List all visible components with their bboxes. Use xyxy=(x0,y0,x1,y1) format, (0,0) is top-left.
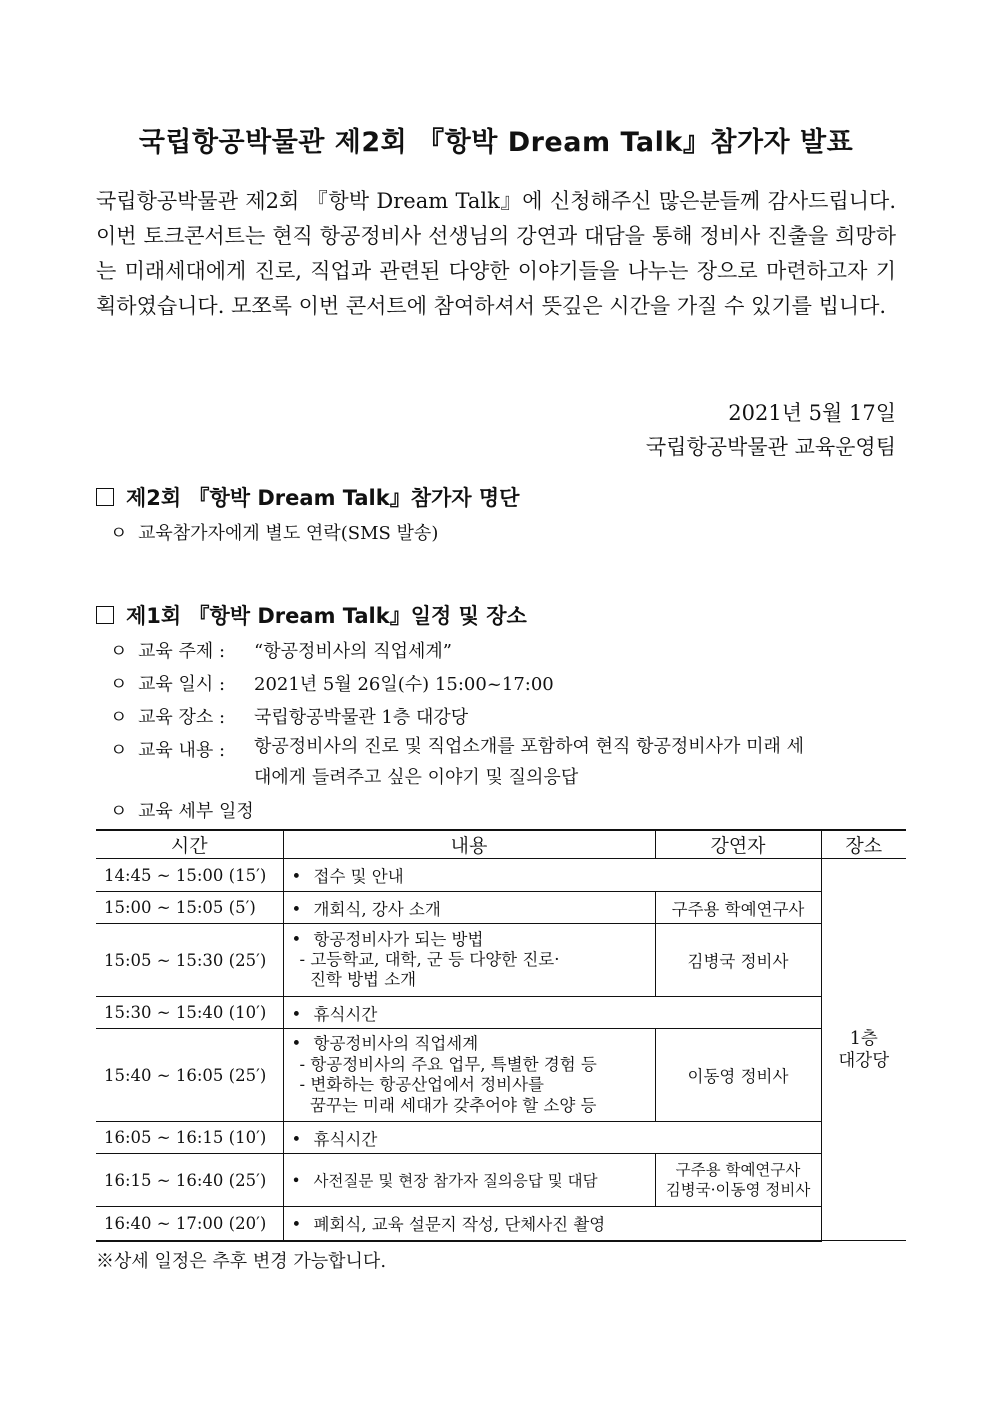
bullet-dot-icon: • xyxy=(291,1034,302,1053)
table-row xyxy=(96,859,906,892)
table-row xyxy=(96,997,906,1029)
content-cell xyxy=(283,1207,821,1241)
intro-paragraph: 국립항공박물관 제2회 『항박 Dream Talk』에 신청해주신 많은분들께 감사드립니다. 이번 토크콘서트는 현직 항공정비사 선생님의 강연과 대담을 통해 정비사 진출을 희망하는 미래세대에게 진로, 직업과 관련된 다양한 이야기들을 나누는 장으로 마련하고자 기획하였습니다. 모쪼록 이번 콘서트에 참여하셔서 뜻깊은 시간을 가질 수 있기를 빕니다. xyxy=(96,189,896,318)
content-cell xyxy=(283,997,821,1029)
content-text: 접수 및 안내 xyxy=(313,867,404,886)
info-key: 교육 장소 : xyxy=(138,707,226,728)
section-heading-text: 제1회 『항박 Dream Talk』일정 및 장소 xyxy=(126,604,527,628)
info-value: 2021년 5월 26일(수) 15:00~17:00 xyxy=(254,674,554,695)
section-heading-schedule xyxy=(96,600,527,630)
content-subline: - 고등학교, 대학, 군 등 다양한 진로· xyxy=(299,950,560,969)
info-key: 교육 일시 : xyxy=(138,674,226,695)
time-cell: 14:45 ~ 15:00 (15′) xyxy=(96,859,283,892)
bullet-dot-icon: • xyxy=(291,1172,301,1190)
checkbox-square-icon xyxy=(96,606,114,624)
time-cell: 15:00 ~ 15:05 (5′) xyxy=(96,892,283,924)
table-row xyxy=(96,892,906,924)
info-item-location xyxy=(110,703,468,729)
info-key: 교육 주제 : xyxy=(138,641,226,662)
place-cell xyxy=(821,859,906,1241)
time-cell: 15:05 ~ 15:30 (25′) xyxy=(96,924,283,997)
time-cell: 16:05 ~ 16:15 (10′) xyxy=(96,1122,283,1154)
bullet-dot-icon: • xyxy=(291,1215,302,1235)
speaker-line-2: 김병국·이동영 정비사 xyxy=(665,1181,811,1199)
announcement-date: 2021년 5월 17일 xyxy=(728,401,896,425)
speaker-cell: 이동영 정비사 xyxy=(655,1029,821,1122)
info-value: “항공정비사의 직업세계” xyxy=(254,641,453,662)
content-cell xyxy=(283,1029,655,1122)
content-subline: 진학 방법 소개 xyxy=(299,970,417,989)
content-text: 폐회식, 교육 설문지 작성, 단체사진 촬영 xyxy=(313,1215,606,1235)
circle-bullet-icon: ㅇ xyxy=(110,523,128,544)
content-text: 사전질문 및 현장 참가자 질의응답 및 대담 xyxy=(313,1172,598,1190)
content-text: 항공정비사의 직업세계 xyxy=(313,1034,479,1053)
info-item-datetime xyxy=(110,670,554,696)
time-cell: 16:40 ~ 17:00 (20′) xyxy=(96,1207,283,1241)
info-value-continued: 대에게 들려주고 싶은 이야기 및 질의응답 xyxy=(254,767,579,788)
bullet-dot-icon: • xyxy=(291,1004,302,1024)
table-row xyxy=(96,1122,906,1154)
info-value: 국립항공박물관 1층 대강당 xyxy=(254,707,469,728)
content-text: 휴식시간 xyxy=(313,1129,378,1149)
content-subline: 꿈꾸는 미래 세대가 갖추어야 할 소양 등 xyxy=(299,1095,597,1115)
info-item-content xyxy=(110,736,904,793)
time-cell: 15:30 ~ 15:40 (10′) xyxy=(96,997,283,1029)
info-item-topic xyxy=(110,637,452,663)
content-cell xyxy=(283,859,821,892)
circle-bullet-icon: ㅇ xyxy=(110,801,128,822)
circle-bullet-icon: ㅇ xyxy=(110,740,128,761)
speaker-line-1: 구주용 학예연구사 xyxy=(675,1161,801,1179)
issuing-team: 국립항공박물관 교육운영팀 xyxy=(645,435,896,459)
time-cell: 16:15 ~ 16:40 (25′) xyxy=(96,1154,283,1207)
section-heading-participants xyxy=(96,482,519,512)
bullet-dot-icon: • xyxy=(291,1129,302,1149)
checkbox-square-icon xyxy=(96,488,114,506)
column-header-place: 장소 xyxy=(821,830,906,859)
place-line-1: 1층 xyxy=(849,1028,878,1049)
content-text: 항공정비사가 되는 방법 xyxy=(313,930,484,949)
content-subline: - 항공정비사의 주요 업무, 특별한 경험 등 xyxy=(299,1054,597,1074)
column-header-time: 시간 xyxy=(96,830,283,859)
info-key: 교육 세부 일정 xyxy=(138,801,254,822)
content-text: 개회식, 강사 소개 xyxy=(313,899,441,919)
speaker-cell: 구주용 학예연구사 xyxy=(655,892,821,924)
time-cell: 15:40 ~ 16:05 (25′) xyxy=(96,1029,283,1122)
participants-notice xyxy=(110,519,438,545)
content-cell xyxy=(283,1154,655,1207)
info-key: 교육 내용 : xyxy=(138,740,226,761)
table-row xyxy=(96,1029,906,1122)
section-heading-text: 제2회 『항박 Dream Talk』참가자 명단 xyxy=(126,486,520,510)
table-row xyxy=(96,924,906,997)
page-title: 국립항공박물관 제2회 『항박 Dream Talk』참가자 발표 xyxy=(138,127,854,158)
info-item-detail-schedule xyxy=(110,797,254,823)
speaker-cell xyxy=(655,1154,821,1207)
content-text: 휴식시간 xyxy=(313,1004,378,1024)
participants-notice-text: 교육참가자에게 별도 연락(SMS 발송) xyxy=(138,523,439,544)
circle-bullet-icon: ㅇ xyxy=(110,641,128,662)
bullet-dot-icon: • xyxy=(291,930,302,949)
schedule-change-note: ※상세 일정은 추후 변경 가능합니다. xyxy=(96,1251,387,1272)
bullet-dot-icon: • xyxy=(291,867,302,886)
schedule-table xyxy=(96,829,906,1242)
table-row xyxy=(96,1154,906,1207)
content-cell xyxy=(283,1122,821,1154)
content-cell xyxy=(283,892,655,924)
column-header-content: 내용 xyxy=(283,830,655,859)
place-line-2: 대강당 xyxy=(838,1050,890,1071)
table-row xyxy=(96,1207,906,1241)
info-value: 항공정비사의 진로 및 직업소개를 포함하여 현직 항공정비사가 미래 세 xyxy=(254,736,805,757)
content-subline: - 변화하는 항공산업에서 정비사를 xyxy=(299,1075,544,1094)
table-header-row xyxy=(96,830,906,859)
circle-bullet-icon: ㅇ xyxy=(110,674,128,695)
content-cell xyxy=(283,924,655,997)
column-header-speaker: 강연자 xyxy=(655,830,821,859)
speaker-cell: 김병국 정비사 xyxy=(655,924,821,997)
circle-bullet-icon: ㅇ xyxy=(110,707,128,728)
bullet-dot-icon: • xyxy=(291,899,302,919)
